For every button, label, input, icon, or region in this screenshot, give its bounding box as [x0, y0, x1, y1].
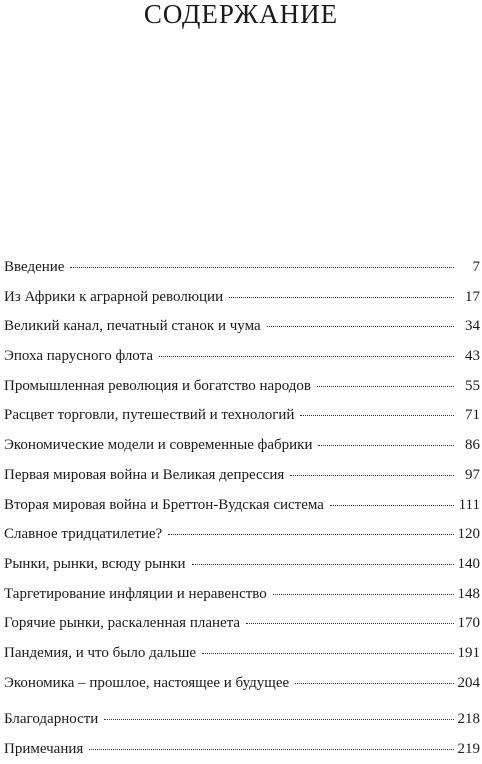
toc-entry[interactable]	[4, 520, 480, 550]
dot-leader	[70, 267, 454, 268]
toc-entry-page-number: 120	[457, 526, 480, 543]
toc-entry-page-number: 218	[457, 711, 480, 727]
toc-entry-page-number: 55	[465, 377, 480, 394]
toc-entry-page-number: 170	[457, 615, 480, 632]
back-matter-list	[4, 705, 480, 764]
toc-entry-title: Рынки, рынки, всюду рынки	[4, 555, 186, 572]
table-of-contents	[4, 253, 480, 698]
toc-entry[interactable]	[4, 705, 480, 735]
toc-entry-page-number: 43	[465, 348, 480, 365]
dot-leader	[229, 297, 454, 298]
toc-entry-page-number: 111	[458, 496, 480, 513]
toc-entry-title: Вторая мировая война и Бреттон-Вудская система	[4, 496, 324, 513]
toc-entry-page-number: 219	[457, 740, 480, 757]
dot-leader	[317, 386, 454, 387]
toc-entry[interactable]	[4, 550, 480, 580]
toc-entry-title: Великий канал, печатный станок и чума	[4, 318, 261, 335]
toc-entry-page-number: 86	[465, 437, 480, 454]
toc-entry-title: Примечания	[4, 740, 84, 757]
dot-leader	[168, 534, 453, 535]
toc-entry[interactable]	[4, 669, 480, 699]
toc-entry[interactable]	[4, 372, 480, 402]
toc-entry-title: Экономические модели и современные фабрики	[4, 437, 313, 454]
dot-leader	[89, 749, 453, 750]
dot-leader	[290, 475, 454, 476]
toc-entry[interactable]	[4, 312, 480, 342]
toc-entry[interactable]	[4, 401, 480, 431]
toc-entry-page-number: 191	[457, 644, 480, 661]
toc-entry[interactable]	[4, 342, 480, 372]
dot-leader	[104, 719, 453, 720]
dot-leader	[246, 623, 453, 624]
dot-leader	[300, 415, 454, 416]
dot-leader	[267, 326, 454, 327]
toc-entry-page-number: 97	[465, 466, 480, 483]
dot-leader	[295, 683, 453, 684]
dot-leader	[159, 356, 454, 357]
toc-entry-page-number: 204	[457, 674, 480, 691]
dot-leader	[273, 594, 454, 595]
dot-leader	[330, 505, 454, 506]
toc-entry[interactable]	[4, 491, 480, 521]
toc-entry-title: Из Африки к аграрной революции	[4, 288, 224, 305]
toc-entry-title: Экономика – прошлое, настоящее и будущее	[4, 674, 290, 691]
toc-entry-title: Славное тридцатилетие?	[4, 526, 163, 543]
toc-entry-page-number: 71	[465, 407, 480, 424]
toc-entry[interactable]	[4, 639, 480, 669]
toc-entry-page-number: 7	[472, 259, 480, 275]
toc-entry-title: Первая мировая война и Великая депрессия	[4, 466, 285, 483]
toc-entry-page-number: 34	[465, 318, 480, 335]
toc-entry-title: Введение	[4, 259, 65, 275]
toc-entry[interactable]	[4, 431, 480, 461]
toc-entry-title: Горячие рынки, раскаленная планета	[4, 615, 241, 632]
toc-entry-title: Расцвет торговли, путешествий и технологий	[4, 407, 295, 424]
toc-entry-title: Эпоха парусного флота	[4, 348, 153, 365]
toc-entry-title: Таргетирование инфляции и неравенство	[4, 585, 267, 602]
toc-entry-page-number: 140	[457, 555, 480, 572]
toc-entry-page-number: 148	[457, 585, 480, 602]
toc-entry[interactable]	[4, 461, 480, 491]
toc-entry-title: Промышленная революция и богатство народов	[4, 377, 311, 394]
toc-entry[interactable]	[4, 283, 480, 313]
toc-entry-title: Благодарности	[4, 711, 99, 727]
toc-entry[interactable]	[4, 609, 480, 639]
toc-entry-page-number: 17	[465, 288, 480, 305]
dot-leader	[192, 564, 454, 565]
page-title: СОДЕРЖАНИЕ	[143, 0, 339, 29]
toc-entry[interactable]	[4, 253, 480, 283]
toc-entry-title: Пандемия, и что было дальше	[4, 644, 197, 661]
dot-leader	[202, 653, 453, 654]
dot-leader	[318, 445, 454, 446]
toc-entry[interactable]	[4, 580, 480, 610]
